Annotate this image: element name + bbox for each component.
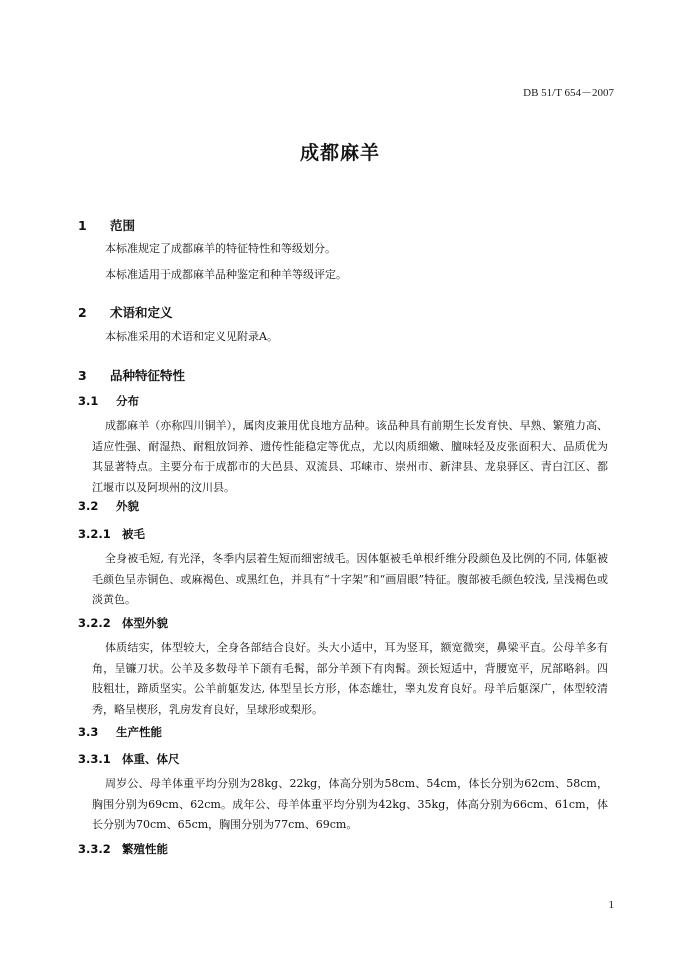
section-title: 体型外貌 — [122, 616, 168, 630]
paragraph: 全身被毛短, 有光泽，冬季内层着生短而细密绒毛。因体躯被毛单根纤维分段颜色及比例的不同, 体躯被毛颜色呈赤铜色、或麻褐色、或黑红色，并具有“十字架”和“画眉眼”特征。腹部被毛颜色较浅, 呈浅褐色或淡黄色。 — [92, 552, 608, 606]
section-title: 生产性能 — [116, 725, 162, 739]
section-3-3-heading — [78, 724, 162, 740]
section-number: 1 — [78, 218, 87, 233]
section-1-heading — [78, 216, 135, 234]
paragraph: 本标准规定了成都麻羊的特征特性和等级划分。 — [105, 242, 336, 255]
section-number: 2 — [78, 305, 87, 320]
section-number: 3.3.1 — [78, 752, 111, 766]
section-title: 繁殖性能 — [122, 842, 168, 856]
paragraph: 周岁公、母羊体重平均分别为28kg、22kg，体高分别为58cm、54cm，体长分别为62cm、58cm，胸围分别为69cm、62cm。成年公、母羊体重平均分别为42kg、35kg，体高分别为66cm、61cm，体长分别为70cm、65cm，胸围分别为77cm、69cm。 — [92, 777, 608, 831]
section-title: 分布 — [116, 394, 139, 408]
document-number: DB 51/T 654－2007 — [523, 87, 614, 99]
section-3-2-2-heading — [78, 615, 168, 631]
section-3-heading — [78, 366, 185, 384]
section-number: 3 — [78, 368, 87, 383]
paragraph: 成都麻羊（亦称四川铜羊），属肉皮兼用优良地方品种。该品种具有前期生长发育快、早熟、繁殖力高、适应性强、耐湿热、耐粗放饲养、遗传性能稳定等优点，尤以肉质细嫩、膻味轻及皮张面积大、品质优为其显著特点。主要分布于成都市的大邑县、双流县、邛崃市、崇州市、新津县、龙泉驿区、青白江区、都江堰市以及阿坝州的汶川县。 — [92, 419, 608, 494]
section-title: 外貌 — [116, 499, 139, 513]
section-3-3-1-heading — [78, 751, 180, 767]
section-2-heading — [78, 303, 173, 321]
section-title: 范围 — [110, 218, 136, 233]
section-number: 3.2.1 — [78, 527, 111, 541]
section-title: 品种特征特性 — [110, 368, 186, 383]
paragraph: 体质结实，体型较大，全身各部结合良好。头大小适中，耳为竖耳，额宽微突，鼻梁平直。公母羊多有角，呈镰刀状。公羊及多数母羊下颌有毛髯，部分羊颈下有肉髯。颈长短适中，背腰宽平，尻部略斜。四肢粗壮，蹄质坚实。公羊前躯发达, 体型呈长方形，体态雄壮，睾丸发育良好。母羊后躯深广，体型较清秀，略呈楔形，乳房发育良好，呈球形或梨形。 — [92, 641, 608, 716]
section-title: 被毛 — [122, 527, 145, 541]
section-title: 术语和定义 — [110, 305, 173, 320]
page-number: 1 — [608, 899, 614, 911]
paragraph: 本标准采用的术语和定义见附录A。 — [105, 330, 278, 343]
paragraph: 本标准适用于成都麻羊品种鉴定和种羊等级评定。 — [105, 268, 347, 281]
section-title: 体重、体尺 — [122, 752, 180, 766]
section-number: 3.2.2 — [78, 616, 111, 630]
section-3-3-2-heading — [78, 841, 168, 857]
section-3-2-heading — [78, 498, 139, 514]
section-3-2-1-heading — [78, 526, 145, 542]
section-3-1-heading — [78, 393, 139, 409]
section-number: 3.3.2 — [78, 842, 111, 856]
section-number: 3.1 — [78, 394, 99, 408]
section-number: 3.2 — [78, 499, 99, 513]
section-number: 3.3 — [78, 725, 99, 739]
document-title: 成都麻羊 — [299, 142, 380, 164]
